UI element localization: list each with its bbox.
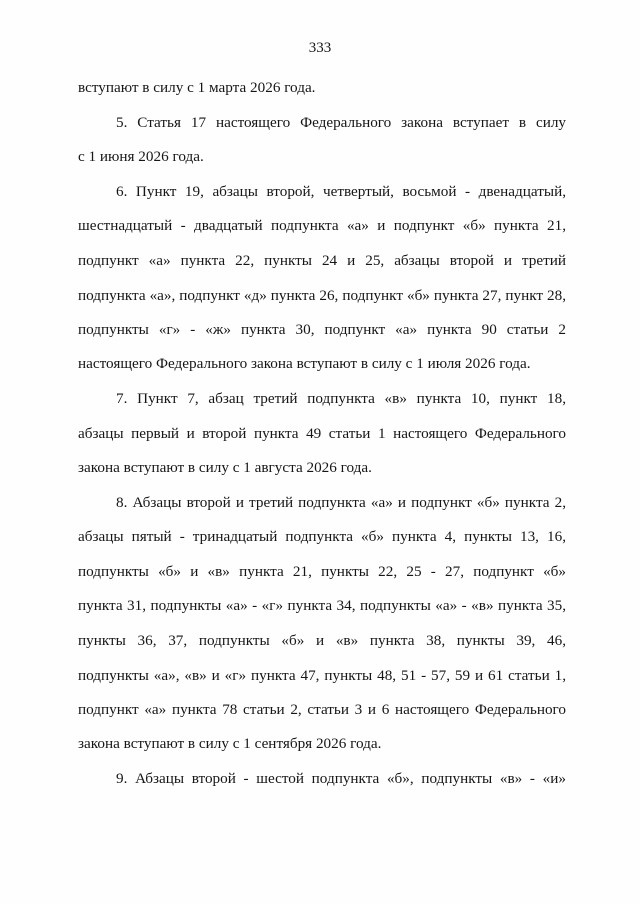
text-line: пункта 31, подпункты «а» - «г» пункта 34, подпункты «а» - «в» пункта 35, bbox=[78, 597, 566, 614]
text-line: 9. Абзацы второй - шестой подпункта «б», подпункты «в» - «и» bbox=[116, 770, 566, 787]
text-line: подпункт «а» пункта 22, пункты 24 и 25, абзацы второй и третий bbox=[78, 252, 566, 269]
text-line: подпункта «а», подпункт «д» пункта 26, подпункт «б» пункта 27, пункт 28, bbox=[78, 287, 566, 304]
text-line: подпункты «г» - «ж» пункта 30, подпункт «а» пункта 90 статьи 2 bbox=[78, 321, 566, 338]
text-line: подпункты «б» и «в» пункта 21, пункты 22, 25 - 27, подпункт «б» bbox=[78, 563, 566, 580]
text-line: закона вступают в силу с 1 августа 2026 года. bbox=[78, 459, 372, 476]
text-line: закона вступают в силу с 1 сентября 2026 года. bbox=[78, 735, 382, 752]
text-line: 8. Абзацы второй и третий подпункта «а» и подпункт «б» пункта 2, bbox=[116, 494, 566, 511]
text-line: настоящего Федерального закона вступают в силу с 1 июля 2026 года. bbox=[78, 355, 531, 372]
page-number: 333 bbox=[308, 40, 332, 56]
text-line: 7. Пункт 7, абзац третий подпункта «в» пункта 10, пункт 18, bbox=[116, 390, 566, 407]
text-line: с 1 июня 2026 года. bbox=[78, 148, 204, 165]
text-line: абзацы первый и второй пункта 49 статьи 1 настоящего Федерального bbox=[78, 425, 566, 442]
text-line: подпункты «а», «в» и «г» пункта 47, пункты 48, 51 - 57, 59 и 61 статьи 1, bbox=[78, 667, 566, 684]
text-line: 5. Статья 17 настоящего Федерального закона вступает в силу bbox=[116, 114, 566, 131]
text-line: пункты 36, 37, подпункты «б» и «в» пункта 38, пункты 39, 46, bbox=[78, 632, 566, 649]
text-line: вступают в силу с 1 марта 2026 года. bbox=[78, 79, 316, 96]
text-line: шестнадцатый - двадцатый подпункта «а» и подпункт «б» пункта 21, bbox=[78, 217, 566, 234]
text-line: абзацы пятый - тринадцатый подпункта «б» пункта 4, пункты 13, 16, bbox=[78, 528, 566, 545]
text-line: подпункт «а» пункта 78 статьи 2, статьи 3 и 6 настоящего Федерального bbox=[78, 701, 566, 718]
text-line: 6. Пункт 19, абзацы второй, четвертый, восьмой - двенадцатый, bbox=[116, 183, 566, 200]
